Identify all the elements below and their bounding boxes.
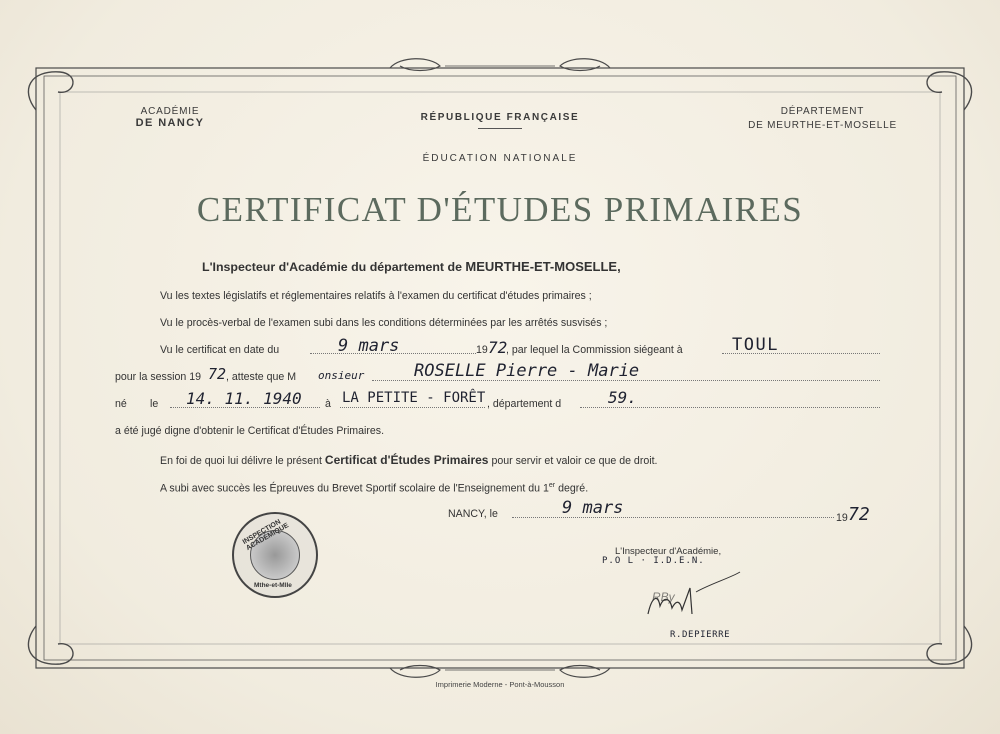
birth-place-hand: LA PETITE - FORÊT bbox=[342, 390, 486, 406]
inspector-line bbox=[202, 259, 621, 274]
cert-year-prefix: 19 bbox=[476, 344, 488, 356]
session-label: pour la session 19 bbox=[115, 371, 201, 383]
republic-rule bbox=[478, 128, 522, 129]
issue-date-hand: 9 mars bbox=[562, 498, 624, 518]
ne-label: né bbox=[115, 398, 127, 410]
commission-label: , par lequel la Commission siégeant à bbox=[506, 344, 683, 356]
civility-hand: onsieur bbox=[318, 369, 365, 382]
academie-label: ACADÉMIE bbox=[140, 106, 200, 117]
juge-line: a été jugé digne d'obtenir le Certificat d'Études Primaires. bbox=[115, 425, 385, 437]
a-label: à bbox=[325, 398, 331, 410]
le-label: le bbox=[150, 398, 159, 410]
signature-text: RBy bbox=[652, 590, 675, 604]
stamp-bottom-text: Mthe-et-Mlle bbox=[254, 582, 292, 589]
en-foi-text: En foi de quoi lui délivre le présent bbox=[160, 455, 322, 467]
academie-name: DE NANCY bbox=[135, 117, 205, 129]
brevet-end: degré. bbox=[558, 482, 589, 495]
commission-place-hand: TOUL bbox=[732, 335, 779, 355]
session-year-hand: 72 bbox=[208, 365, 227, 383]
education-label: ÉDUCATION NATIONALE bbox=[422, 153, 578, 164]
academie-block bbox=[110, 106, 230, 129]
academy-stamp bbox=[232, 512, 318, 598]
atteste-label: , atteste que M bbox=[226, 371, 297, 383]
signer-title: L'Inspecteur d'Académie, bbox=[615, 546, 722, 557]
proxy-mark: P.O L · I.D.E.N. bbox=[602, 556, 705, 566]
cert-date-hand: 9 mars bbox=[338, 336, 400, 356]
stamp-top-text: INSPECTION ACADÉMIQUE bbox=[241, 518, 291, 553]
brevet-sup: er bbox=[548, 482, 556, 489]
brevet-text: A subi avec succès les Épreuves du Brevet Sportif scolaire de l'Enseignement du 1 bbox=[160, 482, 549, 495]
en-foi-end: pour servir et valoir ce que de droit. bbox=[491, 455, 658, 467]
nancy-label: NANCY, le bbox=[448, 508, 498, 520]
en-foi-certificat: Certificat d'Études Primaires bbox=[324, 453, 489, 467]
departement-label: DÉPARTEMENT bbox=[780, 106, 865, 117]
issue-year-prefix: 19 bbox=[836, 512, 848, 524]
republic-label: RÉPUBLIQUE FRANÇAISE bbox=[420, 112, 580, 123]
cert-year-hand: 72 bbox=[488, 338, 508, 357]
inspector-department: MEURTHE-ET-MOSELLE, bbox=[465, 259, 621, 274]
issue-date-dots bbox=[512, 506, 834, 518]
issue-year-hand: 72 bbox=[848, 504, 870, 525]
department-hand: 59. bbox=[608, 388, 637, 407]
vu-texts-line: Vu les textes législatifs et réglementaires relatifs à l'examen du certificat d'études primaires ; bbox=[160, 290, 592, 302]
certificate-title: CERTIFICAT D'ÉTUDES PRIMAIRES bbox=[196, 190, 804, 229]
vu-certificat-label: Vu le certificat en date du bbox=[160, 344, 280, 356]
inspector-intro: L'Inspecteur d'Académie du département de bbox=[202, 260, 462, 274]
republic-block bbox=[380, 112, 620, 129]
signer-name-hand: R.DEPIERRE bbox=[670, 630, 731, 640]
brevet-line bbox=[160, 482, 588, 495]
printer-footer: Imprimerie Moderne - Pont-à-Mousson bbox=[435, 680, 565, 689]
en-foi-line bbox=[160, 453, 658, 467]
departement-name: DE MEURTHE-ET-MOSELLE bbox=[748, 120, 897, 131]
vu-proces-verbal-line: Vu le procès-verbal de l'examen subi dans les conditions déterminées par les arrêtés susvisés ; bbox=[160, 317, 608, 329]
student-name-hand: ROSELLE Pierre - Marie bbox=[414, 361, 640, 381]
departement-d-label: , département d bbox=[487, 398, 562, 410]
departement-block bbox=[740, 106, 905, 131]
birth-date-hand: 14. 11. 1940 bbox=[186, 389, 302, 408]
